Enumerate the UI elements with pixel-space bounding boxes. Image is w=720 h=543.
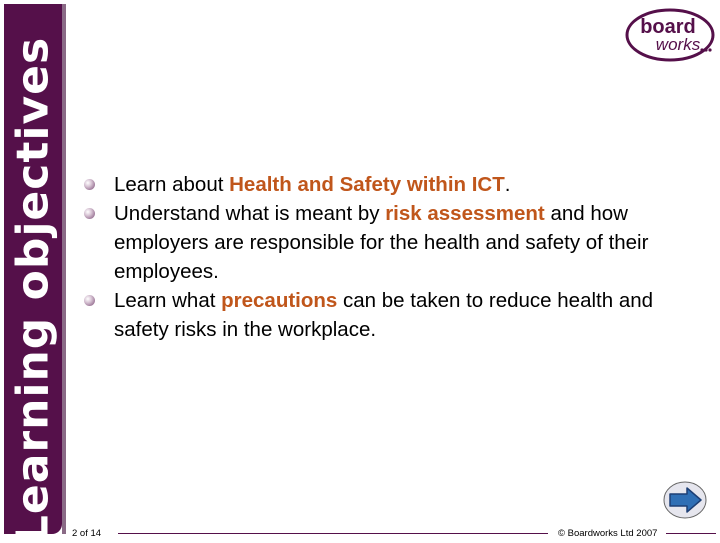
objective-text: can be taken to reduce health and safety risks in the workplace.	[114, 289, 654, 341]
objective-item	[84, 286, 704, 344]
sidebar-title: Learning objectives	[7, 36, 59, 543]
objective-text: .	[504, 173, 511, 196]
bullet-dot-icon	[84, 295, 95, 306]
logo-line1: board	[640, 16, 696, 38]
footer-divider-left	[118, 533, 548, 534]
highlighted-term: precautions	[221, 289, 338, 312]
objective-text: and how employers are responsible for the health and safety of their employees.	[114, 202, 649, 283]
objective-text: Learn what	[114, 289, 222, 312]
footer-divider-right	[666, 533, 716, 534]
objective-item	[84, 199, 704, 286]
highlighted-term: risk assessment	[385, 202, 545, 225]
next-slide-button[interactable]	[662, 480, 708, 520]
objective-text: Learn about	[114, 173, 230, 196]
objectives-list	[84, 170, 704, 344]
bullet-dot-icon	[84, 208, 95, 219]
page-number: 2 of 14	[72, 528, 102, 539]
logo-line2: works	[655, 35, 701, 54]
copyright-text: © Boardworks Ltd 2007	[558, 528, 658, 539]
boardworks-logo	[624, 6, 716, 64]
sidebar	[0, 0, 66, 543]
bullet-dot-icon	[84, 179, 95, 190]
objective-item	[84, 170, 704, 199]
highlighted-term: Health and Safety within ICT	[229, 173, 505, 196]
objective-text: Understand what is meant by	[114, 202, 386, 225]
